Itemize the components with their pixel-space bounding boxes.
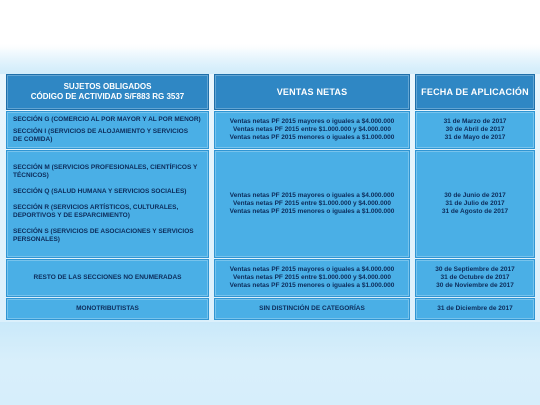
- row3-ventas-2: Ventas netas PF 2015 entre $1.000.000 y $4.000.000: [233, 274, 391, 281]
- row4-subjects: [6, 298, 209, 320]
- row3-fecha-3: 30 de Noviembre de 2017: [436, 282, 514, 289]
- row1-fecha-3: 31 de Mayo de 2017: [444, 134, 506, 141]
- row1-ventas: [214, 111, 410, 149]
- row2-subjects: [6, 150, 209, 258]
- row1-ventas-1: Ventas netas PF 2015 mayores o iguales a $4.000.000: [229, 118, 395, 125]
- header-fecha-label: FECHA DE APLICACIÓN: [421, 87, 529, 97]
- row2-subject-3: SECCIÓN R (SERVICIOS ARTÍSTICOS, CULTURALES, DEPORTIVOS Y DE ESPARCIMIENTO): [13, 204, 179, 219]
- row2-ventas-2: Ventas netas PF 2015 entre $1.000.000 y $4.000.000: [233, 200, 391, 207]
- row4-fecha-1: 31 de Diciembre de 2017: [437, 305, 513, 312]
- row2-subject-4: SECCIÓN S (SERVICIOS DE ASOCIACIONES Y SERVICIOS PERSONALES): [13, 228, 194, 243]
- row4-fechas: [415, 298, 535, 320]
- row2-fecha-1: 30 de Junio de 2017: [444, 192, 506, 199]
- row4-ventas-1: SIN DISTINCIÓN DE CATEGORÍAS: [259, 305, 365, 312]
- row1-fecha-2: 30 de Abril de 2017: [445, 126, 505, 133]
- row2-fecha-2: 31 de Julio de 2017: [445, 200, 505, 207]
- row2-ventas-1: Ventas netas PF 2015 mayores o iguales a $4.000.000: [229, 192, 395, 199]
- top-gradient-band: [0, 44, 540, 74]
- row3-subjects: [6, 259, 209, 297]
- row4-ventas: [214, 298, 410, 320]
- row1-subject-1: SECCIÓN G (COMERCIO AL POR MAYOR Y AL POR MENOR): [13, 116, 201, 123]
- header-ventas-label: VENTAS NETAS: [276, 87, 348, 97]
- header-subjects: [6, 74, 209, 110]
- header-subjects-line2: CÓDIGO DE ACTIVIDAD S/F883 RG 3537: [30, 92, 185, 101]
- row2-ventas-3: Ventas netas PF 2015 menores o iguales a $1.000.000: [229, 208, 395, 215]
- row1-fecha-1: 31 de Marzo de 2017: [443, 118, 507, 125]
- row3-fecha-2: 31 de Octubre de 2017: [440, 274, 510, 281]
- row1-subject-2: SECCIÓN I (SERVICIOS DE ALOJAMIENTO Y SERVICIOS DE COMIDA): [13, 128, 189, 143]
- row4-subject-1: MONOTRIBUTISTAS: [76, 305, 139, 312]
- row1-ventas-2: Ventas netas PF 2015 entre $1.000.000 y $4.000.000: [233, 126, 391, 133]
- row2-subject-1: SECCIÓN M (SERVICIOS PROFESIONALES, CIENTÍFICOS Y TÉCNICOS): [13, 164, 198, 179]
- row1-subjects: [6, 111, 209, 149]
- row2-fecha-3: 31 de Agosto de 2017: [441, 208, 509, 215]
- row3-fecha-1: 30 de Septiembre de 2017: [435, 266, 515, 273]
- header-fecha: [415, 74, 535, 110]
- bottom-gradient-band: [0, 322, 540, 362]
- obligations-table: [0, 74, 540, 324]
- row3-ventas: [214, 259, 410, 297]
- row3-ventas-3: Ventas netas PF 2015 menores o iguales a $1.000.000: [229, 282, 395, 289]
- row3-subject-1: RESTO DE LAS SECCIONES NO ENUMERADAS: [33, 274, 182, 281]
- row3-fechas: [415, 259, 535, 297]
- row1-fechas: [415, 111, 535, 149]
- row1-ventas-3: Ventas netas PF 2015 menores o iguales a $1.000.000: [229, 134, 395, 141]
- row2-fechas: [415, 150, 535, 258]
- row2-subject-2: SECCIÓN Q (SALUD HUMANA Y SERVICIOS SOCIALES): [13, 188, 187, 195]
- row3-ventas-1: Ventas netas PF 2015 mayores o iguales a $4.000.000: [229, 266, 395, 273]
- header-subjects-line1: SUJETOS OBLIGADOS: [63, 82, 152, 91]
- header-ventas: [214, 74, 410, 110]
- row2-ventas: [214, 150, 410, 258]
